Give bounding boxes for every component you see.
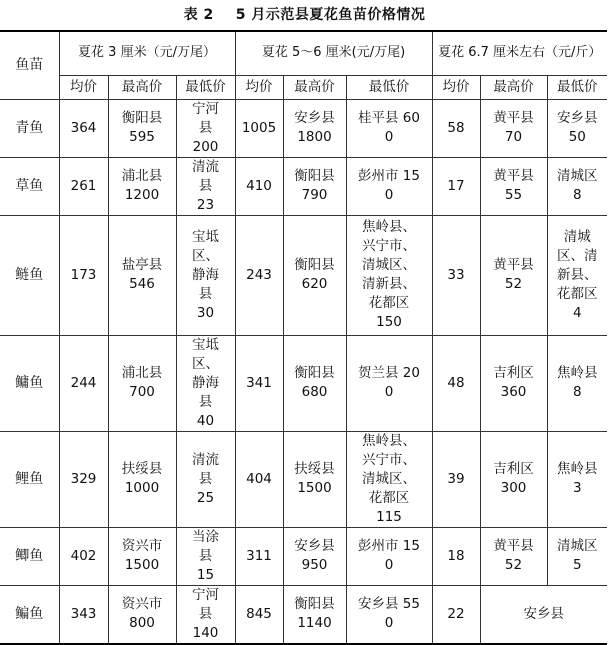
cell-6-7cm-avg: 33: [432, 215, 480, 335]
cell-3cm-min: 宁河县 200: [176, 99, 235, 157]
cell-3cm-min: 清流县 25: [176, 431, 235, 527]
cell-6-7cm-avg: 58: [432, 99, 480, 157]
cell-6-7cm-min: 清城区 5: [547, 527, 607, 585]
header-fish: 鱼苗: [0, 31, 59, 99]
header-avg: 均价: [59, 75, 108, 99]
cell-6-7cm-min: 清城区、清新县、花都区 4: [547, 215, 607, 335]
header-group-6-7cm: 夏花 6.7 厘米左右（元/斤）: [432, 31, 607, 75]
header-min: 最低价: [346, 75, 432, 99]
cell-3cm-max: 浦北县 700: [108, 335, 176, 431]
header-avg: 均价: [432, 75, 480, 99]
fish-name: 鳙鱼: [0, 335, 59, 431]
cell-5-6cm-max: 衡阳县 620: [283, 215, 346, 335]
cell-6-7cm-min: 清城区 8: [547, 157, 607, 215]
cell-3cm-min: 清流县 23: [176, 157, 235, 215]
table-title: [0, 4, 609, 26]
fish-name: 鳊鱼: [0, 585, 59, 644]
table-row: [0, 215, 607, 335]
table-row: [0, 157, 607, 215]
cell-5-6cm-avg: 311: [235, 527, 283, 585]
table-row: [0, 431, 607, 527]
cell-6-7cm-max: 黄平县 52: [480, 215, 547, 335]
cell-6-7cm-max: 吉利区 300: [480, 431, 547, 527]
fish-name: 草鱼: [0, 157, 59, 215]
cell-5-6cm-avg: 845: [235, 585, 283, 644]
header-max: 最高价: [480, 75, 547, 99]
cell-3cm-min: 当涂县 15: [176, 527, 235, 585]
cell-6-7cm-min: 焦岭县 3: [547, 431, 607, 527]
cell-3cm-max: 资兴市 800: [108, 585, 176, 644]
cell-3cm-avg: 173: [59, 215, 108, 335]
cell-6-7cm-min: 安乡县 50: [547, 99, 607, 157]
header-min: 最低价: [547, 75, 607, 99]
cell-6-7cm-avg: 39: [432, 431, 480, 527]
cell-5-6cm-max: 安乡县 950: [283, 527, 346, 585]
cell-5-6cm-max: 衡阳县 790: [283, 157, 346, 215]
cell-5-6cm-max: 衡阳县 680: [283, 335, 346, 431]
cell-6-7cm-min: 焦岭县 8: [547, 335, 607, 431]
cell-6-7cm-max: 黄平县 55: [480, 157, 547, 215]
cell-5-6cm-avg: 243: [235, 215, 283, 335]
fish-name: 鲤鱼: [0, 431, 59, 527]
cell-3cm-avg: 364: [59, 99, 108, 157]
cell-3cm-avg: 244: [59, 335, 108, 431]
fish-name: 青鱼: [0, 99, 59, 157]
header-max: 最高价: [108, 75, 176, 99]
cell-5-6cm-avg: 1005: [235, 99, 283, 157]
cell-5-6cm-min: 彭州市 150: [346, 157, 432, 215]
cell-6-7cm-max: 安乡县: [480, 585, 607, 644]
cell-5-6cm-avg: 410: [235, 157, 283, 215]
cell-3cm-max: 浦北县 1200: [108, 157, 176, 215]
cell-6-7cm-max: 吉利区 360: [480, 335, 547, 431]
table-row: [0, 335, 607, 431]
header-group-5-6cm: 夏花 5～6 厘米(元/万尾): [235, 31, 432, 75]
table-caption: 5 月示范县夏花鱼苗价格情况: [235, 7, 426, 23]
table-number: 表 2: [183, 7, 214, 23]
cell-3cm-max: 衡阳县 595: [108, 99, 176, 157]
price-table: [0, 30, 607, 645]
fish-name: 鲢鱼: [0, 215, 59, 335]
cell-6-7cm-avg: 48: [432, 335, 480, 431]
cell-3cm-avg: 329: [59, 431, 108, 527]
cell-5-6cm-avg: 404: [235, 431, 283, 527]
cell-5-6cm-max: 衡阳县 1140: [283, 585, 346, 644]
cell-5-6cm-min: 安乡县 550: [346, 585, 432, 644]
cell-5-6cm-max: 安乡县 1800: [283, 99, 346, 157]
cell-3cm-avg: 343: [59, 585, 108, 644]
cell-3cm-max: 盐亭县 546: [108, 215, 176, 335]
header-min: 最低价: [176, 75, 235, 99]
cell-5-6cm-max: 扶绥县 1500: [283, 431, 346, 527]
cell-5-6cm-min: 桂平县 600: [346, 99, 432, 157]
cell-5-6cm-min: 焦岭县、兴宁市、清城区、清新县、花都区 150: [346, 215, 432, 335]
table-row: [0, 585, 607, 644]
cell-6-7cm-avg: 17: [432, 157, 480, 215]
table-row: [0, 527, 607, 585]
cell-5-6cm-min: 焦岭县、兴宁市、清城区、花都区 115: [346, 431, 432, 527]
header-row-1: [0, 31, 607, 75]
fish-name: 鲫鱼: [0, 527, 59, 585]
header-group-3cm: 夏花 3 厘米（元/万尾）: [59, 31, 235, 75]
header-row-2: [0, 75, 607, 99]
cell-6-7cm-avg: 22: [432, 585, 480, 644]
cell-3cm-min: 宝坻区、静海县 40: [176, 335, 235, 431]
cell-5-6cm-min: 彭州市 150: [346, 527, 432, 585]
header-avg: 均价: [235, 75, 283, 99]
cell-6-7cm-avg: 18: [432, 527, 480, 585]
cell-3cm-min: 宁河县 140: [176, 585, 235, 644]
table-row: [0, 99, 607, 157]
cell-5-6cm-avg: 341: [235, 335, 283, 431]
cell-6-7cm-max: 黄平县 70: [480, 99, 547, 157]
cell-3cm-max: 资兴市 1500: [108, 527, 176, 585]
cell-3cm-max: 扶绥县 1000: [108, 431, 176, 527]
cell-3cm-min: 宝坻区、静海县 30: [176, 215, 235, 335]
header-max: 最高价: [283, 75, 346, 99]
cell-3cm-avg: 402: [59, 527, 108, 585]
cell-3cm-avg: 261: [59, 157, 108, 215]
cell-5-6cm-min: 贺兰县 200: [346, 335, 432, 431]
cell-6-7cm-max: 黄平县 52: [480, 527, 547, 585]
